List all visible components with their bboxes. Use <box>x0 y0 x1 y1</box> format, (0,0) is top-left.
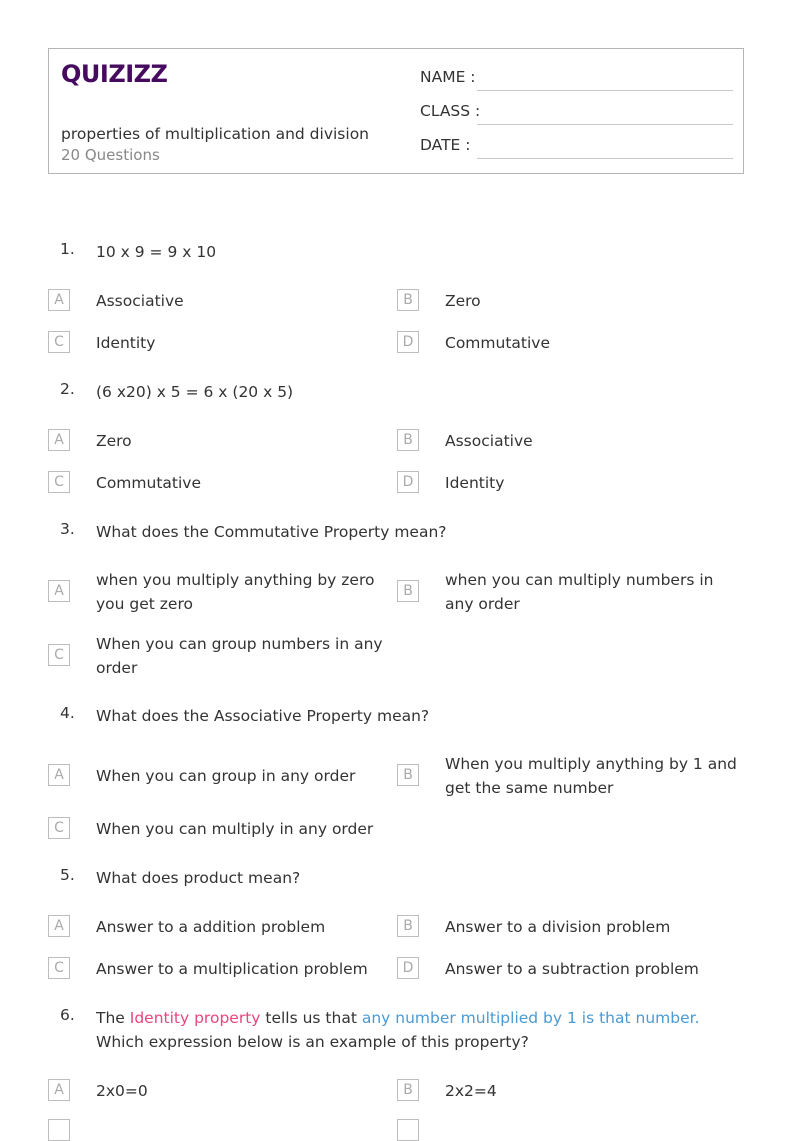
option-text: Commutative <box>96 474 201 492</box>
question-text: 10 x 9 = 9 x 10 <box>96 243 217 261</box>
question-number: 3. <box>60 520 75 538</box>
option-text: when you can multiply numbers in any order <box>445 571 714 613</box>
option-letter-box: C <box>48 471 70 493</box>
name-line <box>477 90 733 91</box>
option-letter-box: A <box>48 915 70 937</box>
question-text-part: tells us that <box>260 1009 362 1027</box>
option-text: Associative <box>96 292 184 310</box>
question-number: 6. <box>60 1006 75 1024</box>
class-label: CLASS : <box>420 102 481 120</box>
option-letter-box: A <box>48 764 70 786</box>
option-text: Answer to a subtraction problem <box>445 960 699 978</box>
option-letter-box-cutoff <box>397 1119 419 1141</box>
option-text: Associative <box>445 432 533 450</box>
question-number: 2. <box>60 380 75 398</box>
question-text-part: Which expression below is an example of this property? <box>96 1033 529 1051</box>
question-count: 20 Questions <box>61 146 160 164</box>
option-text: Identity <box>445 474 505 492</box>
option-letter-box: A <box>48 1079 70 1101</box>
option-letter-box: B <box>397 915 419 937</box>
option-text: When you can group in any order <box>96 767 356 785</box>
option-text: Zero <box>96 432 132 450</box>
option-letter-box: A <box>48 429 70 451</box>
question-text-part: The <box>96 1009 130 1027</box>
quizizz-logo: QUIZIZZ <box>61 60 168 88</box>
question-number: 4. <box>60 704 75 722</box>
worksheet-title: properties of multiplication and division <box>61 125 369 143</box>
option-letter-box: B <box>397 429 419 451</box>
option-letter-box: C <box>48 957 70 979</box>
question-text: What does the Associative Property mean? <box>96 707 430 725</box>
option-letter-box: B <box>397 580 419 602</box>
question-number: 5. <box>60 866 75 884</box>
option-text: When you can group numbers in any order <box>96 635 383 677</box>
name-label: NAME : <box>420 68 476 86</box>
option-letter-box: D <box>397 957 419 979</box>
option-text: 2x2=4 <box>445 1082 497 1100</box>
option-letter-box: A <box>48 580 70 602</box>
highlight-identity-property: Identity property <box>129 1009 261 1027</box>
option-text: Commutative <box>445 334 550 352</box>
option-text: Answer to a multiplication problem <box>96 960 368 978</box>
option-text: 2x0=0 <box>96 1082 148 1100</box>
option-letter-box: D <box>397 331 419 353</box>
question-text: (6 x20) x 5 = 6 x (20 x 5) <box>96 383 294 401</box>
option-letter-box-cutoff <box>48 1119 70 1141</box>
option-letter-box: A <box>48 289 70 311</box>
option-letter-box: D <box>397 471 419 493</box>
question-number: 1. <box>60 240 75 258</box>
option-text: When you can multiply in any order <box>96 820 374 838</box>
option-text: Identity <box>96 334 156 352</box>
option-text: Answer to a division problem <box>445 918 671 936</box>
option-letter-box: C <box>48 331 70 353</box>
option-text: Answer to a addition problem <box>96 918 326 936</box>
option-letter-box: C <box>48 817 70 839</box>
worksheet-header <box>48 48 744 174</box>
date-label: DATE : <box>420 136 471 154</box>
option-letter-box: B <box>397 289 419 311</box>
highlight-definition: any number multiplied by 1 is that number. <box>361 1009 700 1027</box>
option-text: When you multiply anything by 1 and get the same number <box>445 755 737 797</box>
question-text: What does product mean? <box>96 869 301 887</box>
option-letter-box: B <box>397 1079 419 1101</box>
option-letter-box: B <box>397 764 419 786</box>
option-letter-box: C <box>48 644 70 666</box>
question-text <box>96 1006 746 1054</box>
date-line <box>477 158 733 159</box>
class-line <box>477 124 733 125</box>
option-text: when you multiply anything by zero you get zero <box>96 571 375 613</box>
question-text: What does the Commutative Property mean? <box>96 523 447 541</box>
option-text: Zero <box>445 292 481 310</box>
